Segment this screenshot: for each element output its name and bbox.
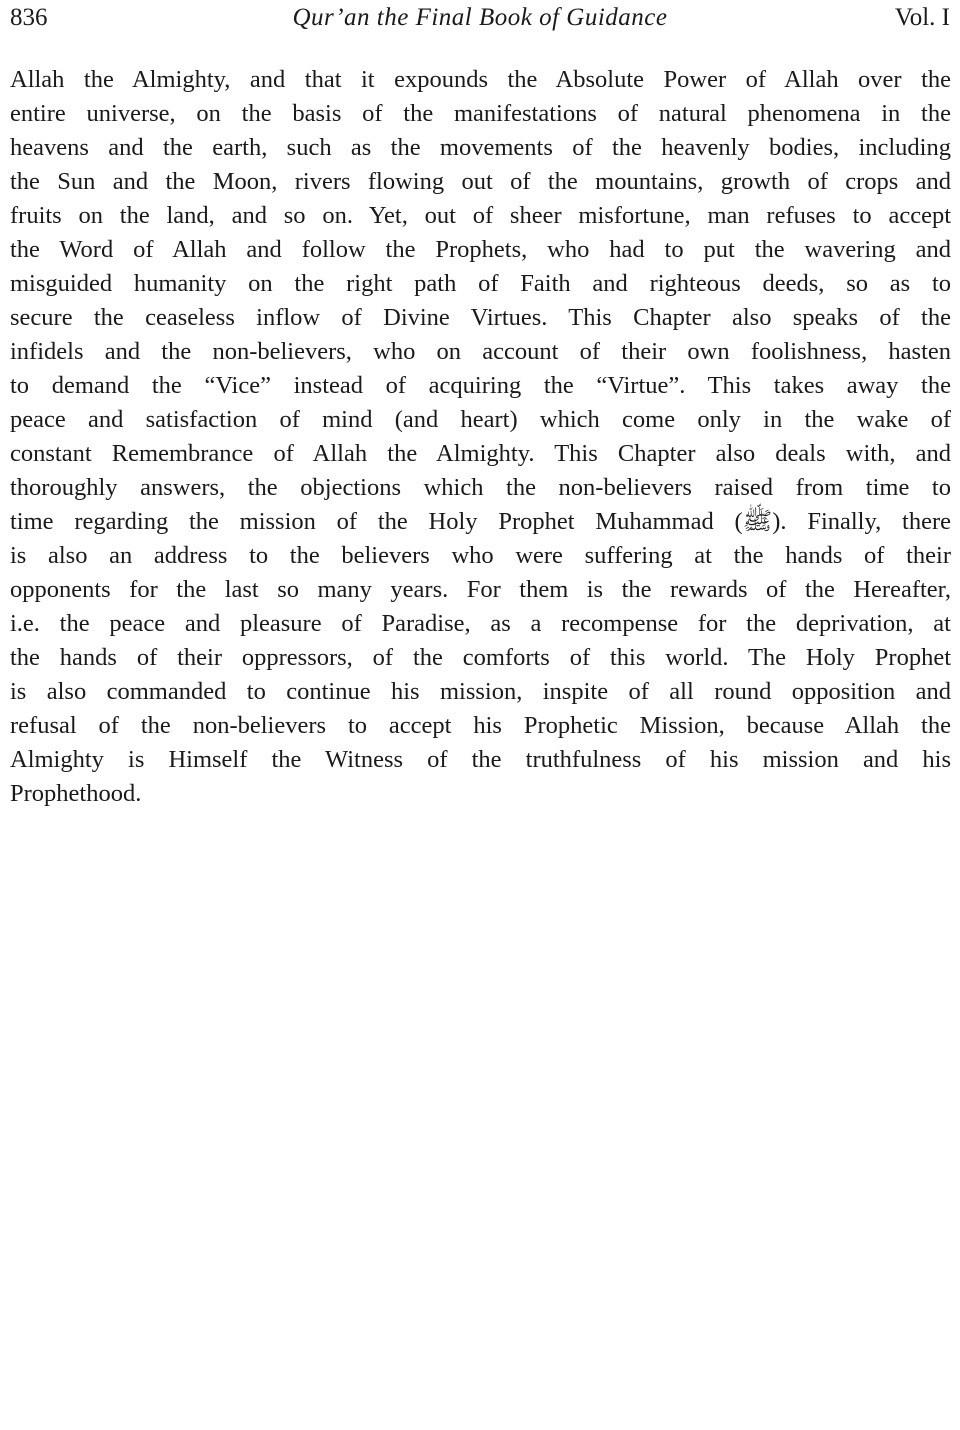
- text-line: entire universe, on the basis of the manifestations of natural phenomena in the: [10, 100, 951, 127]
- text-line: Almighty is Himself the Witness of the truthfulness of his mission and his: [10, 746, 951, 773]
- page-header: [10, 2, 950, 34]
- volume-label: Vol. I: [894, 4, 950, 31]
- body-paragraph: [10, 63, 951, 811]
- text-line: misguided humanity on the right path of Faith and righteous deeds, so as to: [10, 270, 951, 297]
- text-line: Prophethood.: [10, 780, 142, 807]
- text-line: fruits on the land, and so on. Yet, out of sheer misfortune, man refuses to accept: [10, 202, 951, 229]
- text-line: refusal of the non-believers to accept his Prophetic Mission, because Allah the: [10, 712, 951, 739]
- text-line: heavens and the earth, such as the movements of the heavenly bodies, including: [10, 134, 951, 161]
- text-line: the Sun and the Moon, rivers flowing out of the mountains, growth of crops and: [10, 168, 951, 195]
- text-line: i.e. the peace and pleasure of Paradise, as a recompense for the deprivation, at: [10, 610, 951, 637]
- text-line: time regarding the mission of the Holy Prophet Muhammad (ﷺ). Finally, there: [10, 508, 952, 535]
- text-line: constant Remembrance of Allah the Almighty. This Chapter also deals with, and: [10, 440, 951, 467]
- text-line: to demand the “Vice” instead of acquiring the “Virtue”. This takes away the: [10, 372, 951, 399]
- text-line: is also an address to the believers who were suffering at the hands of their: [10, 542, 951, 569]
- text-line: is also commanded to continue his mission, inspite of all round opposition and: [10, 678, 951, 705]
- text-line: secure the ceaseless inflow of Divine Virtues. This Chapter also speaks of the: [10, 304, 951, 331]
- text-line: Allah the Almighty, and that it expounds the Absolute Power of Allah over the: [10, 66, 951, 93]
- running-title: Qur’an the Final Book of Guidance: [292, 4, 668, 31]
- text-line: peace and satisfaction of mind (and heart) which come only in the wake of: [10, 406, 951, 433]
- text-line: infidels and the non-believers, who on account of their own foolishness, hasten: [10, 338, 951, 365]
- text-line: the hands of their oppressors, of the comforts of this world. The Holy Prophet: [10, 644, 951, 671]
- page-number: 836: [10, 4, 48, 31]
- text-line: the Word of Allah and follow the Prophets, who had to put the wavering and: [10, 236, 951, 263]
- text-line: thoroughly answers, the objections which the non-believers raised from time to: [10, 474, 951, 501]
- text-line: opponents for the last so many years. For them is the rewards of the Hereafter,: [10, 576, 951, 603]
